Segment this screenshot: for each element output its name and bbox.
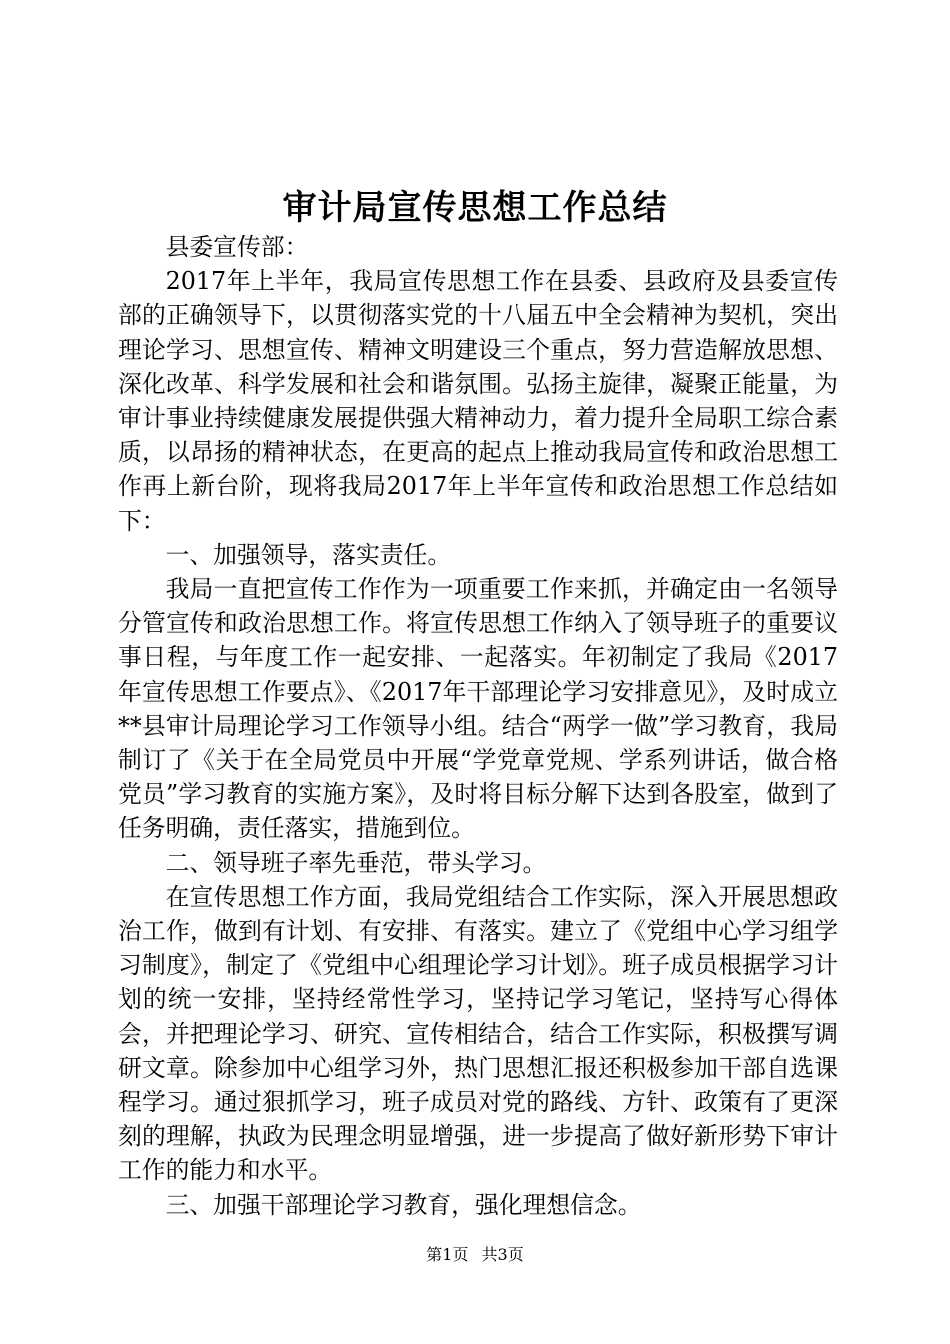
section-heading-2: 二、领导班子率先垂范，带头学习。 — [165, 848, 547, 877]
paragraph-section-2: 在宣传思想工作方面，我局党组结合工作实际，深入开展思想政治工作，做到有计划、有安排、有落实。建立了《党组中心学习组学习制度》，制定了《党组中心组理论学习计划》。班子成员根据学习计划的统一安排，坚持经常性学习，坚持记学习笔记，坚持写心得体会，并把理论学习、研究、宣传相结合，结合工作实际，积极撰写调研文章。除参加中心组学习外，热门思想汇报还积极参加干部自选课程学习。通过狠抓学习，班子成员对党的路线、方针、政策有了更深刻的理解，执政为民理念明显增强，进一步提高了做好新形势下审计工作的能力和水平。 — [118, 882, 838, 1185]
paragraph-intro: 2017年上半年，我局宣传思想工作在县委、县政府及县委宣传部的正确领导下，以贯彻落实党的十八届五中全会精神为契机，突出理论学习、思想宣传、精神文明建设三个重点，努力营造解放思想、深化改革、科学发展和社会和谐氛围。弘扬主旋律，凝聚正能量，为审计事业持续健康发展提供强大精神动力，着力提升全局职工综合素质，以昂扬的精神状态，在更高的起点上推动我局宣传和政治思想工作再上新台阶，现将我局2017年上半年宣传和政治思想工作总结如下： — [118, 267, 838, 535]
paragraph-section-1: 我局一直把宣传工作作为一项重要工作来抓，并确定由一名领导分管宣传和政治思想工作。将宣传思想工作纳入了领导班子的重要议事日程，与年度工作一起安排、一起落实。年初制定了我局《2017年宣传思想工作要点》、《2017年干部理论学习安排意见》，及时成立**县审计局理论学习工作领导小组。结合“两学一做”学习教育，我局制订了《关于在全局党员中开展“学党章党规、学系列讲话，做合格党员”学习教育的实施方案》，及时将目标分解下达到各股室，做到了任务明确，责任落实，措施到位。 — [118, 575, 838, 843]
document-title: 审计局宣传思想工作总结 — [282, 188, 668, 228]
section-heading-1: 一、加强领导，落实责任。 — [165, 540, 452, 569]
page-total: 共3页 — [481, 1245, 524, 1264]
document-body — [118, 230, 838, 1222]
section-heading-3: 三、加强干部理论学习教育，强化理想信念。 — [165, 1190, 642, 1219]
page-footer — [0, 1244, 950, 1266]
page-number: 第1页 — [426, 1245, 469, 1264]
addressee-line: 县委宣传部： — [165, 233, 309, 261]
